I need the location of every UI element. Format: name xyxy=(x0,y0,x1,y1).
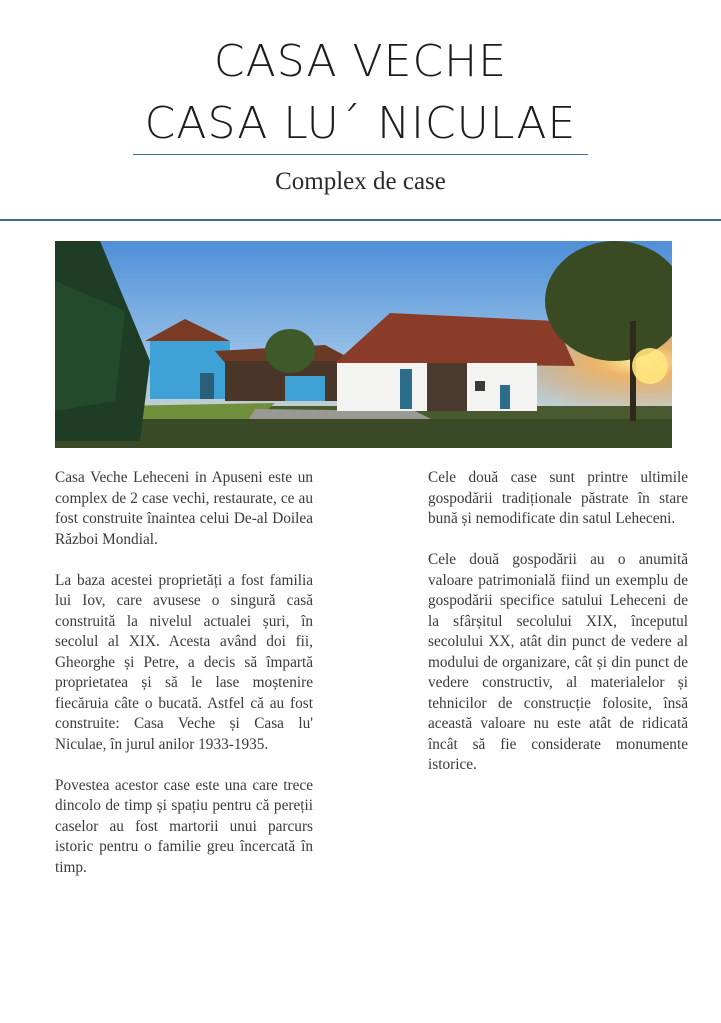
left-paragraph-3: Povestea acestor case este una care trece dincolo de timp și spațiu pentru că pereții caselor au fost martorii unui parcurs istoric pentru o familie greu încercată în timp. xyxy=(55,776,313,876)
house-photo xyxy=(55,241,672,448)
title-divider xyxy=(133,154,588,155)
right-paragraph-1: Cele două case sunt printre ultimile gospodării tradiționale păstrate în stare bună și nemodificate din satul Leheceni. xyxy=(428,469,688,527)
left-column xyxy=(55,468,313,899)
right-paragraph-2: Cele două gospodării au o anumită valoare patrimonială fiind un exemplu de gospodării specifice satului Leheceni de la sfârșitul secolului XIX, începutul secolului XX, atât din punct de vedere al modului de organizare, cât și din punct de vedere constructiv, al materialelor și tehnicilor de construcție folosite, însă această valoare nu este atât de ridicată încât să fie considerate monumente istorice. xyxy=(428,551,688,773)
right-column xyxy=(428,468,688,796)
header-divider xyxy=(0,219,721,221)
title-line-1: CASA VECHE xyxy=(213,36,508,87)
left-paragraph-1: Casa Veche Leheceni in Apuseni este un complex de 2 case vechi, restaurate, ce au fost construite înaintea celui De-al Doilea Război Mondial. xyxy=(55,469,313,548)
subtitle: Complex de case xyxy=(275,168,446,195)
left-paragraph-2: La baza acestei proprietăți a fost familia lui Iov, care avusese o singură casă construită la nivelul actualei șuri, în secolul al XIX. Acesta având doi fii, Gheorghe și Petre, a decis să împartă proprietatea și să le lase moștenire fiecăruia câte o bucată. Astfel că au fost construite: Casa Veche și Casa lu' Niculae, în jurul anilor 1933-1935. xyxy=(55,571,313,753)
title-line-2: CASA LU´ NICULAE xyxy=(144,98,577,149)
